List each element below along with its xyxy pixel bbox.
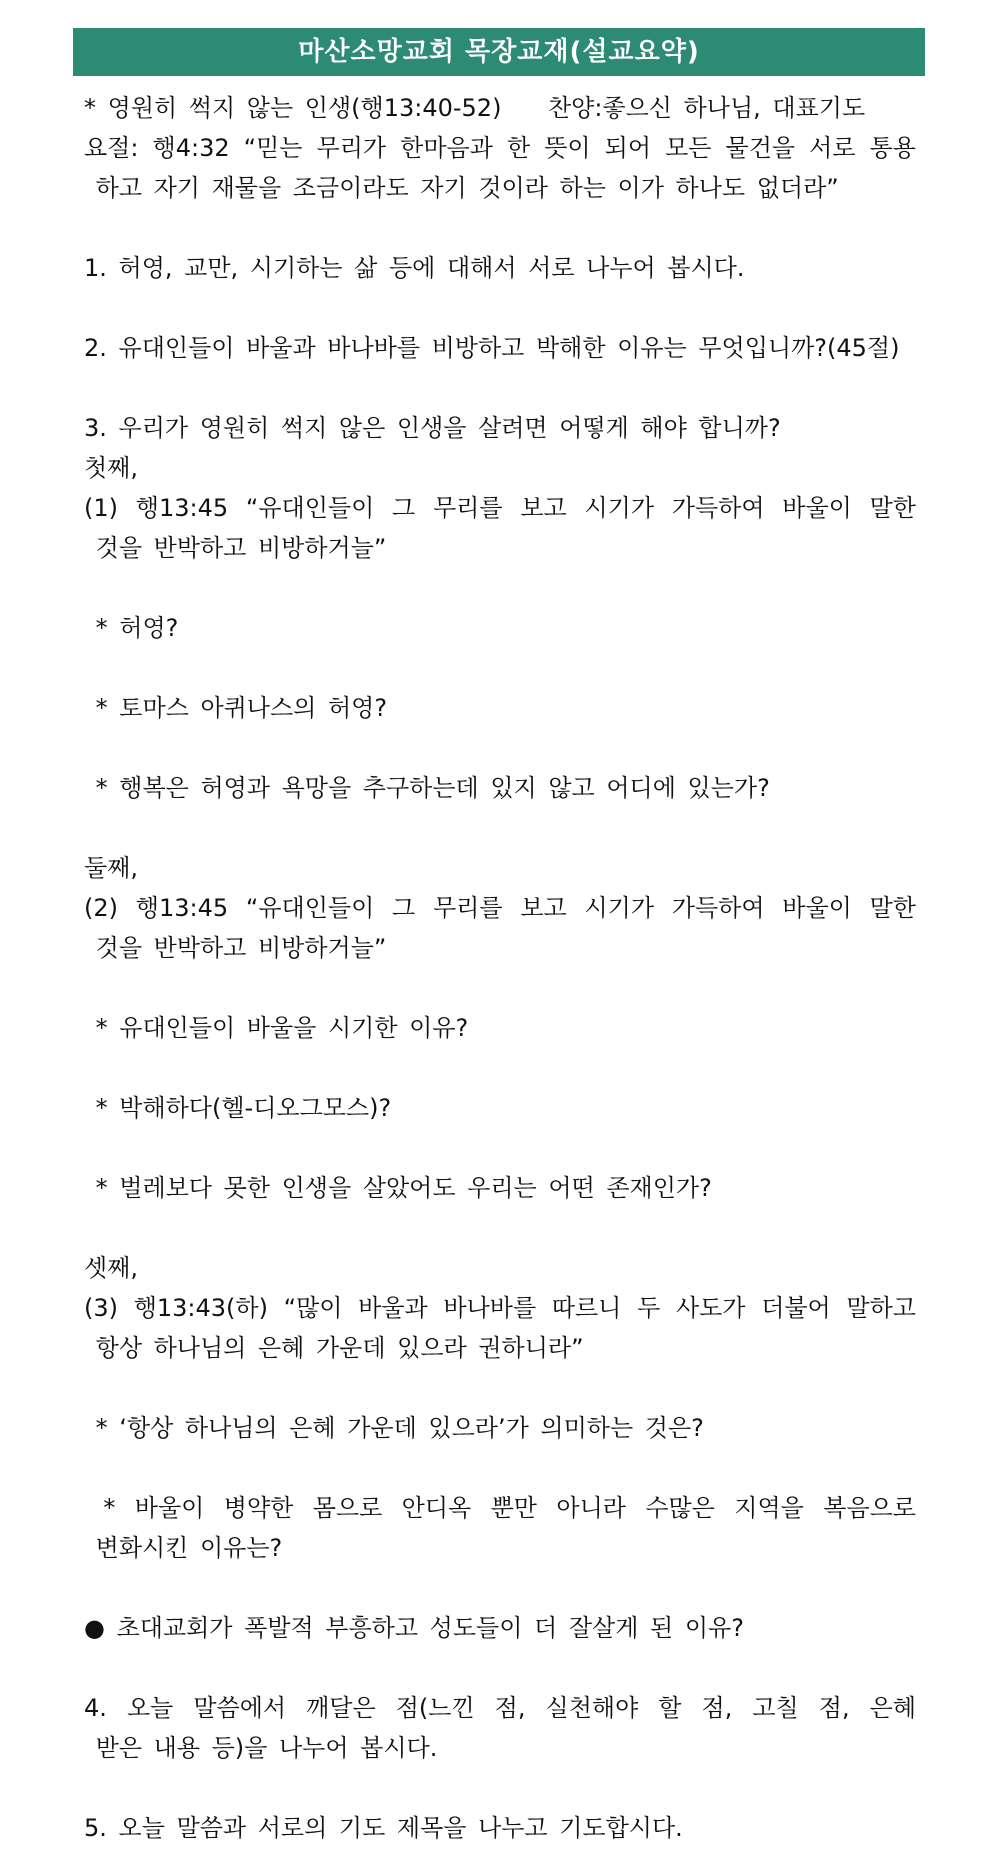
point-second-subquestion-2: * 박해하다(헬-디오그모스)? <box>84 1094 392 1122</box>
point-third-verse-line-1: (3) 행13:43(하) “많이 바울과 바나바를 따르니 두 사도가 더불어 말하고 <box>84 1294 916 1322</box>
point-third-subquestion-1: * ‘항상 하나님의 은혜 가운데 있으라’가 의미하는 것은? <box>84 1414 704 1442</box>
sermon-title-line: * 영원히 썩지 않는 인생(행13:40-52) 찬양:좋으신 하나님, 대표기도 <box>84 94 866 122</box>
question-4-line-2: 받은 내용 등)을 나누어 봅시다. <box>84 1734 438 1762</box>
point-second-label: 둘째, <box>84 854 138 882</box>
question-3: 3. 우리가 영원히 썩지 않은 인생을 살려면 어떻게 해야 합니까? <box>84 414 781 442</box>
point-first-label: 첫째, <box>84 454 138 482</box>
question-5: 5. 오늘 말씀과 서로의 기도 제목을 나누고 기도합시다. <box>84 1814 683 1842</box>
question-1: 1. 허영, 교만, 시기하는 삶 등에 대해서 서로 나누어 봅시다. <box>84 254 745 282</box>
point-first-subquestion-3: * 행복은 허영과 욕망을 추구하는데 있지 않고 어디에 있는가? <box>84 774 770 802</box>
point-third-label: 셋째, <box>84 1254 138 1282</box>
bullet-question: ● 초대교회가 폭발적 부흥하고 성도들이 더 잘살게 된 이유? <box>84 1614 744 1642</box>
question-2: 2. 유대인들이 바울과 바나바를 비방하고 박해한 이유는 무엇입니까?(45절) <box>84 334 900 362</box>
point-third-subquestion-2-line-2: 변화시킨 이유는? <box>84 1534 283 1562</box>
point-third-subquestion-2-line-1: * 바울이 병약한 몸으로 안디옥 뿐만 아니라 수많은 지역을 복음으로 <box>84 1494 916 1522</box>
question-4-line-1: 4. 오늘 말씀에서 깨달은 점(느낀 점, 실천해야 할 점, 고칠 점, 은혜 <box>84 1694 916 1722</box>
point-first-subquestion-2: * 토마스 아퀴나스의 허영? <box>84 694 388 722</box>
point-second-verse-line-1: (2) 행13:45 “유대인들이 그 무리를 보고 시기가 가득하여 바울이 말한 <box>84 894 916 922</box>
document-body <box>84 88 916 1848</box>
document-title: 마산소망교회 목장교재(설교요약) <box>298 37 700 67</box>
point-first-subquestion-1: * 허영? <box>84 614 179 642</box>
point-second-subquestion-1: * 유대인들이 바울을 시기한 이유? <box>84 1014 469 1042</box>
point-third-verse-line-2: 항상 하나님의 은혜 가운데 있으라 권하니라” <box>84 1334 584 1362</box>
point-first-verse-line-1: (1) 행13:45 “유대인들이 그 무리를 보고 시기가 가득하여 바울이 말한 <box>84 494 916 522</box>
key-verse-line-1: 요절: 행4:32 “믿는 무리가 한마음과 한 뜻이 되어 모든 물건을 서로 통용 <box>84 134 916 162</box>
point-second-verse-line-2: 것을 반박하고 비방하거늘” <box>84 934 387 962</box>
point-second-subquestion-3: * 벌레보다 못한 인생을 살았어도 우리는 어떤 존재인가? <box>84 1174 712 1202</box>
document-title-banner <box>73 28 925 76</box>
key-verse-line-2: 하고 자기 재물을 조금이라도 자기 것이라 하는 이가 하나도 없더라” <box>84 174 839 202</box>
point-first-verse-line-2: 것을 반박하고 비방하거늘” <box>84 534 387 562</box>
